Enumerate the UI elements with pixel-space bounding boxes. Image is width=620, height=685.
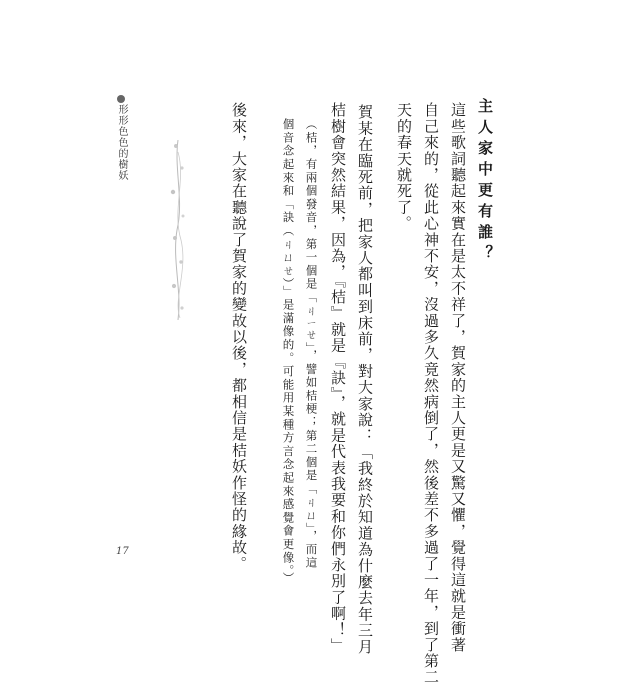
page-number: 17 (116, 546, 129, 557)
vine-decoration-icon (164, 140, 194, 320)
body-column-6: 後來，大家在聽說了賀家的變故以後，都相信是桔妖作怪的緣故。 (230, 102, 248, 572)
note-column-2: 個音念起來和「訣（ㄐㄩㄝ）」是滿像的。可能用某種方言念起來感覺會更像。） (281, 118, 296, 586)
body-column-4: 賀某在臨死前，把家人都叫到床前，對大家說：「我終於知道為什麼去年三月 (356, 104, 374, 655)
section-title: 主人家中更有誰？ (476, 98, 494, 266)
body-column-3: 天的春天就死了。 (395, 102, 413, 232)
body-column-5: 桔樹會突然結果，因為，『桔』就是『訣』，就是代表我要和你們永別了啊！」 (329, 102, 347, 654)
note-column-1: （桔，有兩個發音，第一個是「ㄐㄧㄝ」，譬如桔梗；第二個是「ㄐㄩ」，而這 (304, 118, 319, 570)
running-header: 形形色色的樹妖 (116, 104, 127, 181)
header-dot-icon (117, 95, 125, 103)
body-column-2: 自己來的，從此心神不安，沒過多久竟然病倒了，然後差不多過了一年，到了第二 (422, 102, 440, 685)
body-column-1: 這些歌詞聽起來實在是太不祥了，賀家的主人更是又驚又懼，覺得這就是衝著 (449, 102, 467, 653)
